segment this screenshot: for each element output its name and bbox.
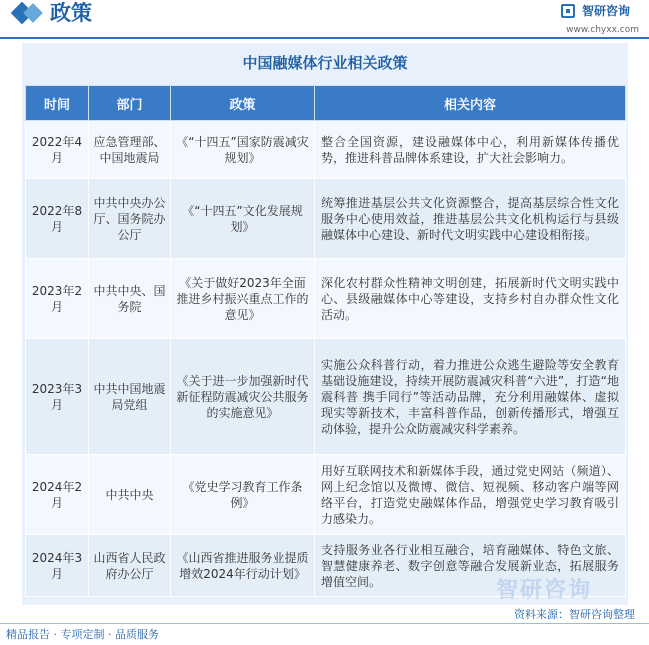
column-header-content: 相关内容 — [315, 86, 626, 121]
cell-content: 支持服务业各行业相互融合，培育融媒体、特色文旅、智慧健康养老、数字创意等融合发展新业态，拓展服务增值空间。 — [315, 535, 626, 597]
cell-policy: 《关于进一步加强新时代新征程防震减灾公共服务的实施意见》 — [171, 339, 315, 455]
brand-name: 智研咨询 — [582, 4, 631, 18]
column-header-time: 时间 — [26, 86, 89, 121]
cell-time: 2023年2月 — [26, 259, 89, 339]
cell-policy: 《“十四五”国家防震减灾规划》 — [171, 121, 315, 179]
cell-dept: 中共中央、国务院 — [89, 259, 171, 339]
cell-policy: 《“十四五”文化发展规划》 — [171, 179, 315, 259]
cell-content: 实施公众科普行动，着力推进公众逃生避险等安全教育基础设施建设，持续开展防震减灾科普“六进”，打造“地震科普 携手同行”等活动品牌，充分利用融媒体、虚拟现实等新技术，丰富科普作品，创新传播形式，增强互动体验，提升公众防震减灾科学素养。 — [315, 339, 626, 455]
cell-policy: 《党史学习教育工作条例》 — [171, 455, 315, 535]
cell-dept: 应急管理部、中国地震局 — [89, 121, 171, 179]
cell-time: 2022年8月 — [26, 179, 89, 259]
policy-table-panel — [22, 43, 628, 605]
watermark: 智研咨询 — [496, 578, 593, 603]
page-header — [0, 0, 649, 38]
table-row — [26, 179, 626, 259]
page-title: 政策 — [50, 1, 92, 25]
cell-dept: 中共中央办公厅、国务院办公厅 — [89, 179, 171, 259]
cell-policy: 《山西省推进服务业提质增效2024年行动计划》 — [171, 535, 315, 597]
cell-dept: 中共中国地震局党组 — [89, 339, 171, 455]
cell-time: 2023年3月 — [26, 339, 89, 455]
cell-dept: 山西省人民政府办公厅 — [89, 535, 171, 597]
footer-tagline: 精品报告 · 专项定制 · 品质服务 — [6, 628, 159, 641]
cell-content: 用好互联网技术和新媒体手段，通过党史网站（频道）、网上纪念馆以及微博、微信、短视频、移动客户端等网络平台，打造党史融媒体作品，增强党史学习教育吸引力感染力。 — [315, 455, 626, 535]
table-title: 中国融媒体行业相关政策 — [242, 54, 408, 72]
cell-policy: 《关于做好2023年全面推进乡村振兴重点工作的意见》 — [171, 259, 315, 339]
column-header-dept: 部门 — [89, 86, 171, 121]
table-row — [26, 259, 626, 339]
table-header-row — [26, 86, 626, 121]
site-url[interactable]: www.chyxx.com — [566, 25, 639, 35]
cell-content: 统筹推进基层公共文化资源整合，提高基层综合性文化服务中心使用效益，推进基层公共文化机构运行与县级融媒体中心建设、新时代文明实践中心建设相衔接。 — [315, 179, 626, 259]
cell-content: 深化农村群众性精神文明创建，拓展新时代文明实践中心、县级融媒体中心等建设，支持乡村自办群众性文化活动。 — [315, 259, 626, 339]
cell-content: 整合全国资源，建设融媒体中心，利用新媒体传播优势，推进科普品牌体系建设，扩大社会影响力。 — [315, 121, 626, 179]
cell-time: 2024年2月 — [26, 455, 89, 535]
column-header-policy: 政策 — [171, 86, 315, 121]
table-row — [26, 339, 626, 455]
cell-dept: 中共中央 — [89, 455, 171, 535]
header-divider — [0, 37, 649, 39]
cell-time: 2024年3月 — [26, 535, 89, 597]
cell-time: 2022年4月 — [26, 121, 89, 179]
data-source: 资料来源：智研咨询整理 — [514, 608, 635, 621]
table-row — [26, 455, 626, 535]
policy-table — [25, 85, 626, 597]
brand-logo-icon — [561, 4, 575, 18]
table-row — [26, 121, 626, 179]
footer-divider — [0, 623, 649, 624]
